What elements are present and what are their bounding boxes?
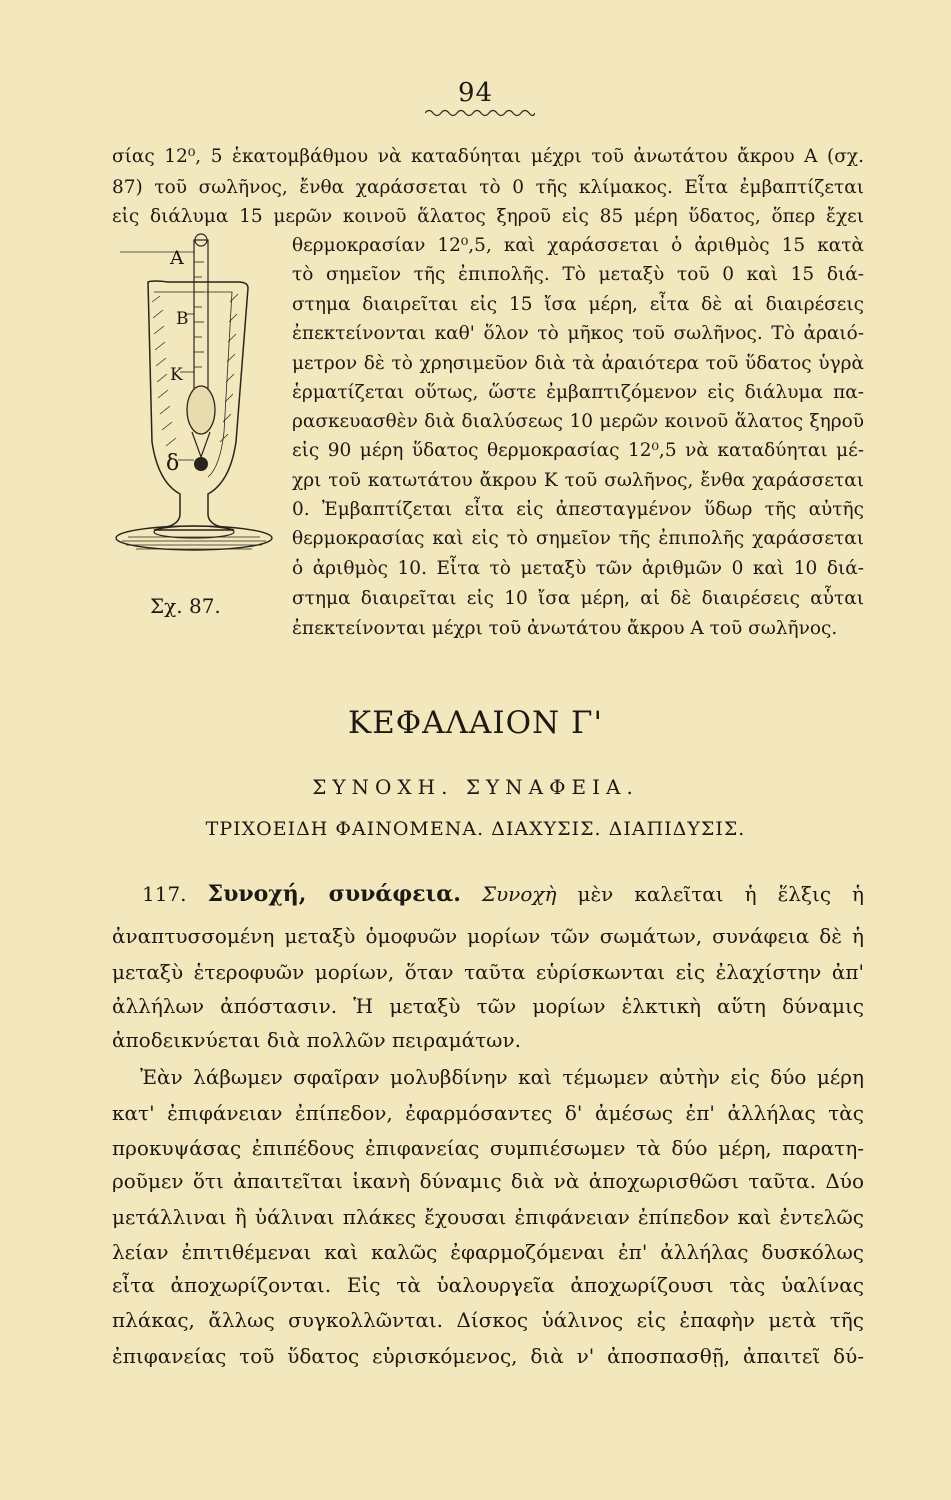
text-line: ἐπεκτείνονται μέχρι τοῦ ἀνωτάτου ἄκρου Α τοῦ σωλῆνος. [292,618,838,639]
text-line: 0. Ἐμβαπτίζεται εἶτα εἰς ἀπεσταγμένον ὕδωρ τῆς αὐτῆς [292,499,864,520]
text-line: θερμοκρασίαν 12⁰,5, καὶ χαράσσεται ὁ ἀριθμὸς 15 κατὰ [292,235,864,256]
section-number: 117. [142,882,187,906]
text-line: ἀλλήλων ἀπόστασιν. Ἡ μεταξὺ τῶν μορίων ἑλκτικὴ αὕτη δύναμις [112,994,864,1018]
text-line: τὸ σημεῖον τῆς ἐπιπολῆς. Τὸ μεταξὺ τοῦ 0 καὶ 15 διά- [292,264,864,285]
ornament-rule [425,108,535,118]
text-line: ροῦμεν ὅτι ἀπαιτεῖται ἱκανὴ δύναμις διὰ νὰ ἀποχωρισθῶσι ταῦτα. Δύο [112,1169,864,1193]
chapter-subtitle-2: ΤΡΙΧΟΕΙΔΗ ΦΑΙΝΟΜΕΝΑ. ΔΙΑΧΥΣΙΣ. ΔΙΑΠΙΔΥΣΙΣ. [205,818,746,840]
text-line: κατ' ἐπιφάνειαν ἐπίπεδον, ἐφαρμόσαντες δ' ἀμέσως ἐπ' ἀλλήλας τὰς [112,1101,864,1125]
chapter-title: ΚΕΦΑΛΑΙΟΝ Γ' [347,705,604,741]
text-line: ὁ ἀριθμὸς 10. Εἶτα τὸ μεταξὺ τῶν ἀριθμῶν 0 καὶ 10 διά- [292,558,864,579]
hydrometer-figure [108,232,278,582]
text-line: εἰς διάλυμα 15 μερῶν κοινοῦ ἅλατος ξηροῦ εἰς 85 μέρη ὕδατος, ὅπερ ἔχει [112,206,864,227]
paragraph-text: μὲν καλεῖται ἡ ἕλξις ἡ [577,882,864,906]
term-synoche: Συνοχὴ [481,882,557,906]
chapter-subtitle-1: ΣΥΝΟΧΗ. ΣΥΝΑΦΕΙΑ. [312,775,639,799]
text-line: μετάλλιναι ἢ ὑάλιναι πλάκες ἔχουσαι ἐπιφάνειαν ἐπίπεδον καὶ ἐντελῶς [112,1205,864,1229]
text-line: ἐπεκτείνονται καθ' ὅλον τὸ μῆκος τοῦ σωλῆνος. Τὸ ἀραιό- [292,323,864,344]
page-number: 94 [457,78,494,108]
text-line: ρασκευασθὲν διὰ διαλύσεως 10 μερῶν κοινοῦ ἅλατος ξηροῦ [292,411,864,432]
label-k: Κ [170,365,183,385]
label-a: Α [170,247,184,269]
label-delta: δ [166,451,180,476]
text-line: στημα διαιρεῖται εἰς 15 ἴσα μέρη, εἶτα δὲ αἱ διαιρέσεις [292,294,864,315]
text-line: ἐπιφανείας τοῦ ὕδατος εὑρισκόμενος, διὰ ν' ἀποσπασθῇ, ἀπαιτεῖ δύ- [112,1344,864,1368]
text-line: 87) τοῦ σωλῆνος, ἔνθα χαράσσεται τὸ 0 τῆς κλίμακος. Εἶτα ἐμβαπτίζεται [112,177,864,198]
text-line: θερμοκρασίας καὶ εἰς τὸ σημεῖον τῆς ἐπιπολῆς χαράσσεται [292,528,864,549]
text-line: εἰς 90 μέρη ὕδατος θερμοκρασίας 12⁰,5 νὰ καταδύηται μέ- [292,440,864,461]
section-first-line [112,883,864,905]
figure-caption: Σχ. 87. [150,594,221,618]
label-b: Β [176,309,189,329]
text-line: εἶτα ἀποχωρίζονται. Εἰς τὰ ὑαλουργεῖα ἀποχωρίζουσι τὰς ὑαλίνας [112,1273,864,1297]
text-line: μεταξὺ ἑτεροφυῶν μορίων, ὅταν ταῦτα εὑρίσκωνται εἰς ἐλαχίστην ἀπ' [112,960,864,984]
text-line: ἑρματίζεται οὕτως, ὥστε ἐμβαπτιζόμενον εἰς διάλυμα πα- [292,382,864,403]
text-line: στημα διαιρεῖται εἰς 10 ἴσα μέρη, αἱ δὲ διαιρέσεις αὗται [292,588,864,609]
text-line: Ἐὰν λάβωμεν σφαῖραν μολυβδίνην καὶ τέμωμεν αὐτὴν εἰς δύο μέρη [140,1065,864,1089]
text-line: ἀναπτυσσομένη μεταξὺ ὁμοφυῶν μορίων τῶν σωμάτων, συνάφεια δὲ ἡ [112,924,864,948]
text-line: πλάκας, ἄλλως συγκολλῶνται. Δίσκος ὑάλινος εἰς ἐπαφὴν μετὰ τῆς [112,1308,864,1332]
text-line: λείαν ἐπιτιθέμεναι καὶ καλῶς ἐφαρμοζόμεναι ἐπ' ἀλλήλας δυσκόλως [112,1240,864,1264]
text-line: χρι τοῦ κατωτάτου ἄκρου Κ τοῦ σωλῆνος, ἔνθα χαράσσεται [292,470,864,491]
text-line: σίας 12⁰, 5 ἑκατομβάθμου νὰ καταδύηται μέχρι τοῦ ἀνωτάτου ἄκρου Α (σχ. [112,146,864,167]
text-line: ἀποδεικνύεται διὰ πολλῶν πειραμάτων. [112,1028,521,1052]
text-line: μετρον δὲ τὸ χρησιμεῦον διὰ τὰ ἀραιότερα τοῦ ὕδατος ὑγρὰ [292,353,864,374]
text-line: προκυψάσας ἐπιπέδους ἐπιφανείας συμπιέσωμεν τὰ δύο μέρη, παρατη- [112,1136,864,1160]
section-heading: Συνοχή, συνάφεια. [207,881,461,907]
